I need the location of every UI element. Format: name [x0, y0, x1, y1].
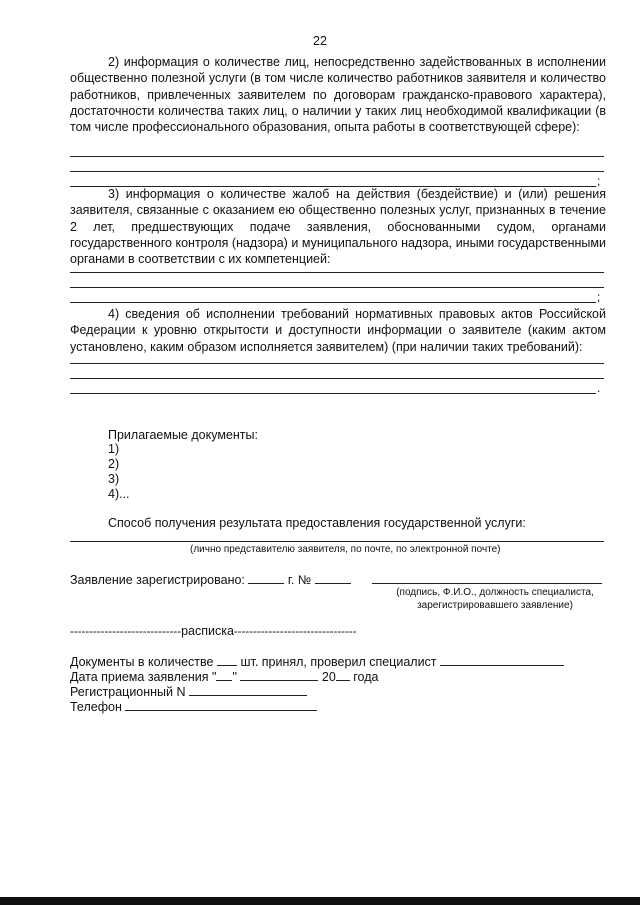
- section-3-body: 3) информация о количестве жалоб на действия (бездействие) и (или) решения заявителя, связанные с оказанием ею общественно полезных услуг, признанных в течение 2 лет, предшествующих подаче заявления, обоснованными судом, органами государственного контроля (надзора) и муниципального надзора, иными государственными органами в соответствии с их компетенцией:: [70, 187, 606, 267]
- fill-line[interactable]: [70, 156, 604, 157]
- docs-count-field[interactable]: [217, 653, 237, 666]
- section-4-text: [70, 306, 606, 355]
- line-end-semicolon: ;: [597, 174, 601, 188]
- docs-count-post: шт. принял, проверил специалист: [240, 655, 437, 669]
- registration-g-no: г. №: [287, 573, 312, 587]
- section-2-body: 2) информация о количестве лиц, непосредственно задействованных в исполнении общественно полезной услуги (в том числе количество работников заявителя и количество работников, привлеченных заявителем по договорам гражданско-правового характера), достаточности количества таких лиц, о наличии у таких лиц необходимой квалификации (в том числе профессионального образования, опыта работы в соответствующей сфере):: [70, 55, 606, 135]
- section-3-text: [70, 186, 606, 267]
- date-quote-open: ": [212, 670, 217, 684]
- specialist-field[interactable]: [440, 653, 564, 666]
- registration-number-field[interactable]: [315, 571, 351, 584]
- registration-row: [70, 571, 351, 587]
- line-end-semicolon: ;: [597, 290, 601, 304]
- section-2-text: [70, 54, 606, 135]
- date-year-field[interactable]: [336, 668, 350, 681]
- result-method-field[interactable]: [70, 541, 604, 542]
- fill-line[interactable]: [70, 272, 604, 273]
- page-number: 22: [313, 34, 327, 48]
- result-method-label: Способ получения результата предоставления государственной услуги:: [108, 516, 526, 530]
- attachment-item: 2): [108, 457, 120, 471]
- line-end-period: .: [597, 381, 601, 395]
- docs-count-pre: Документы в количестве: [70, 655, 214, 669]
- date-row: [70, 668, 378, 684]
- date-month-field[interactable]: [240, 668, 318, 681]
- fill-line[interactable]: [70, 171, 604, 172]
- date-day-field[interactable]: [216, 668, 232, 681]
- phone-row: [70, 698, 317, 714]
- result-method-hint: (лично представителю заявителя, по почте, по электронной почте): [190, 544, 501, 555]
- reg-no-label: Регистрационный N: [70, 685, 186, 699]
- reg-no-field[interactable]: [189, 683, 307, 696]
- attachment-item: 1): [108, 442, 120, 456]
- fill-line[interactable]: [70, 378, 604, 379]
- fill-line[interactable]: [70, 302, 596, 303]
- receipt-divider-right: --------------------------------: [233, 626, 357, 638]
- fill-line[interactable]: [70, 393, 596, 394]
- receipt-divider: [70, 624, 356, 638]
- registration-label: Заявление зарегистрировано:: [70, 573, 245, 587]
- receipt-divider-left: -----------------------------: [70, 626, 182, 638]
- attachment-item: 3): [108, 472, 120, 486]
- fill-line[interactable]: [70, 363, 604, 364]
- reg-no-row: [70, 683, 307, 699]
- phone-label: Телефон: [70, 700, 122, 714]
- signature-field[interactable]: [372, 583, 602, 584]
- registration-date-field[interactable]: [248, 571, 284, 584]
- scan-edge: [0, 897, 640, 905]
- docs-count-row: [70, 653, 564, 669]
- attachment-item: 4)...: [108, 487, 130, 501]
- date-label: Дата приема заявления: [70, 670, 209, 684]
- section-4-body: 4) сведения об исполнении требований нормативных правовых актов Российской Федерации к уровню открытости и доступности информации о заявителе (каким актом установлено, каким образом исполняется заявителем) (при наличии таких требований):: [70, 307, 606, 354]
- date-quote-close: ": [232, 670, 237, 684]
- receipt-label: расписка: [181, 624, 234, 638]
- date-year-suffix: года: [353, 670, 379, 684]
- attachments-title: Прилагаемые документы:: [108, 428, 258, 442]
- phone-field[interactable]: [125, 698, 317, 711]
- fill-line[interactable]: [70, 287, 604, 288]
- signature-hint: (подпись, Ф.И.О., должность специалиста, зарегистрировавшего заявление): [396, 587, 594, 611]
- date-year-prefix: 20: [321, 670, 336, 684]
